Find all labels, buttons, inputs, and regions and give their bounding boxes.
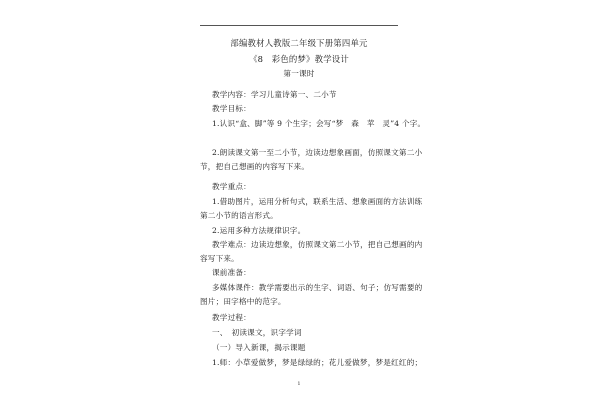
process-step-1: 一、 初读课文，识字学词 (212, 328, 302, 337)
preparation-heading: 课前准备： (212, 268, 251, 277)
preparation-line-1: 多媒体课件：教学需要出示的生字、词语、句子；仿写需要的 (212, 283, 423, 292)
period-label: 第一课时 (283, 69, 315, 78)
difficulty-line-2: 容写下来。 (200, 254, 239, 263)
goal-item-2-line-2: 节，把自己想画的内容写下来。 (200, 162, 310, 171)
key-point-1-line-1: 1.借助图片，运用分析句式，联系生活、想象画面的方法训练 (212, 197, 423, 206)
goal-item-1: 1.认识“盒、脚”等 9 个生字；会写“梦 森 苹 灵”4 个字。 (212, 119, 426, 128)
teaching-content: 教学内容：学习儿童诗第一、二小节 (212, 90, 337, 99)
key-point-2: 2.运用多种方法规律识字。 (212, 226, 306, 235)
process-dialogue-1: 1.师：小草爱做梦，梦是绿绿的；花儿爱做梦，梦是红红的； (212, 358, 423, 367)
page-number: 1 (297, 381, 301, 387)
goal-item-2-line-1: 2.朗读课文第一至二小节，边读边想象画面，仿照课文第二小 (212, 148, 423, 157)
process-substep-1: （一）导入新课，揭示课题 (212, 343, 306, 352)
difficulty-line-1: 教学难点：边读边想象，仿照课文第二小节，把自己想画的内 (212, 240, 423, 249)
process-heading: 教学过程： (212, 313, 251, 322)
key-points-heading: 教学重点： (212, 182, 251, 191)
key-point-1-line-2: 第二小节的语言形式。 (200, 211, 278, 220)
lesson-title: 《8 彩色的梦》教学设计 (249, 54, 349, 64)
preparation-line-2: 图片；田字格中的范字。 (200, 297, 286, 306)
unit-heading: 部编教材人教版二年级下册第四单元 (230, 38, 368, 48)
header-rule (200, 25, 398, 26)
teaching-goals-heading: 教学目标： (212, 104, 251, 113)
